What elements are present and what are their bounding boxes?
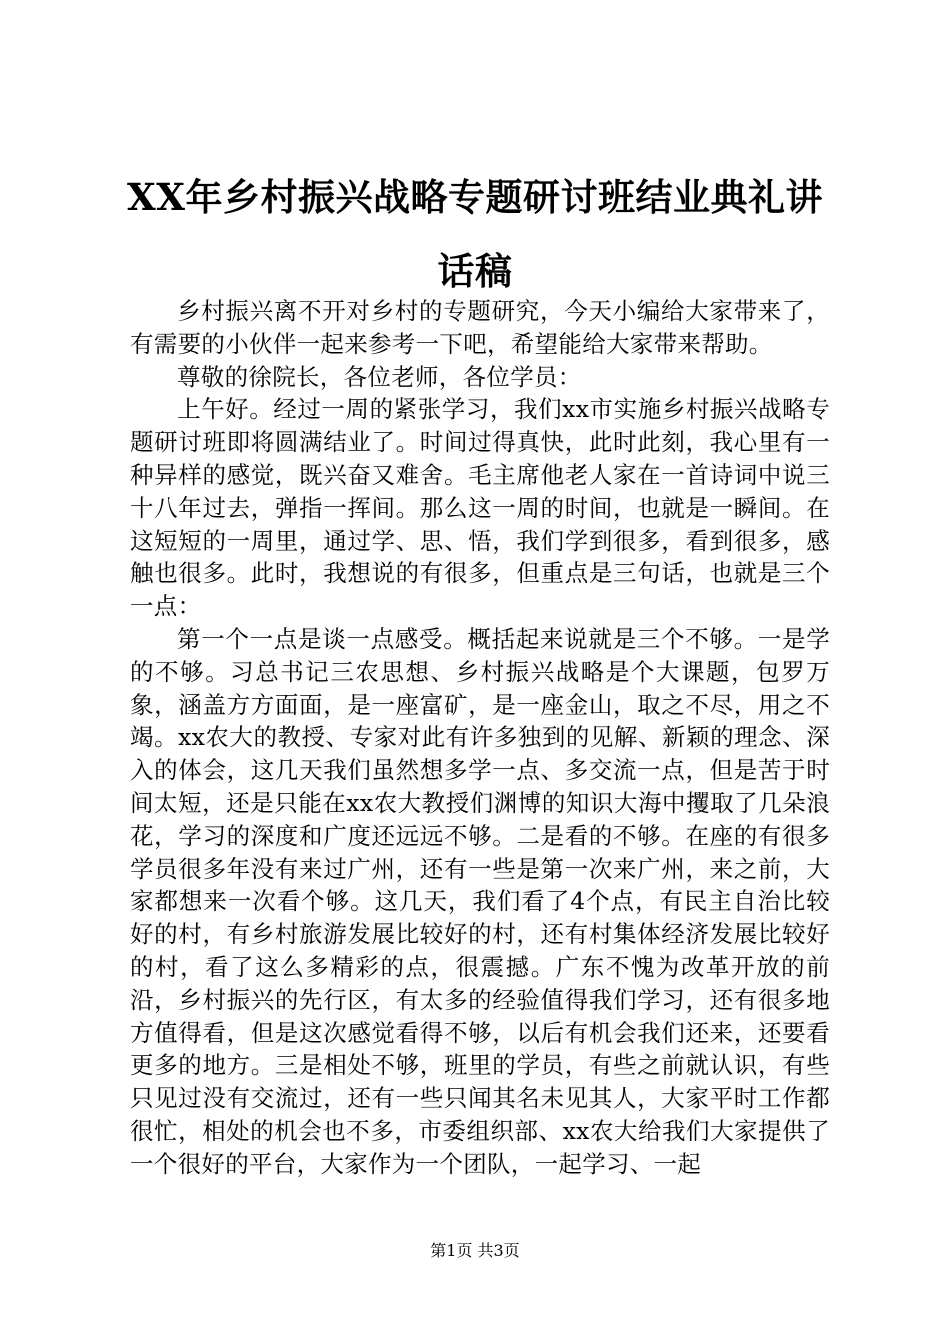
paragraph-first-point: 第一个一点是谈一点感受。概括起来说就是三个不够。一是学的不够。习总书记三农思想、乡村振兴战略是个大课题，包罗万象，涵盖方方面面，是一座富矿，是一座金山，取之不尽，用之不竭。xx农大的教授、专家对此有许多独到的见解、新颖的理念、深入的体会，这几天我们虽然想多学一点、多交流一点，但是苦于时间太短，还是只能在xx农大教授们渊博的知识大海中攫取了几朵浪花，学习的深度和广度还远远不够。二是看的不够。在座的有很多学员很多年没有来过广州，还有一些是第一次来广州，来之前，大家都想来一次看个够。这几天，我们看了4个点，有民主自治比较好的村，有乡村旅游发展比较好的村，还有村集体经济发展比较好的村，看了这么多精彩的点，很震撼。广东不愧为改革开放的前沿，乡村振兴的先行区，有太多的经验值得我们学习，还有很多地方值得看，但是这次感觉看得不够，以后有机会我们还来，还要看更多的地方。三是相处不够，班里的学员，有些之前就认识，有些只见过没有交流过，还有一些只闻其名未见其人，大家平时工作都很忙，相处的机会也不多，市委组织部、xx农大给我们大家提供了一个很好的平台，大家作为一个团队，一起学习、一起 bbox=[130, 624, 830, 1178]
paragraph-greeting: 上午好。经过一周的紧张学习，我们xx市实施乡村振兴战略专题研讨班即将圆满结业了。时间过得真快，此时此刻，我心里有一种异样的感觉，既兴奋又难舍。毛主席他老人家在一首诗词中说三十八年过去，弹指一挥间。那么这一周的时间，也就是一瞬间。在这短短的一周里，通过学、思、悟，我们学到很多，看到很多，感触也很多。此时，我想说的有很多，但重点是三句话，也就是三个一点： bbox=[130, 395, 830, 621]
document-body bbox=[130, 295, 830, 1181]
paragraph-salutation: 尊敬的徐院长，各位老师，各位学员： bbox=[177, 362, 582, 391]
paragraph-intro: 乡村振兴离不开对乡村的专题研究，今天小编给大家带来了，有需要的小伙伴一起来参考一下吧，希望能给大家带来帮助。 bbox=[130, 297, 830, 358]
document-title: XX年乡村振兴战略专题研讨班结业典礼讲话稿 bbox=[127, 175, 823, 293]
page-number: 第1页 共3页 bbox=[430, 1241, 520, 1260]
